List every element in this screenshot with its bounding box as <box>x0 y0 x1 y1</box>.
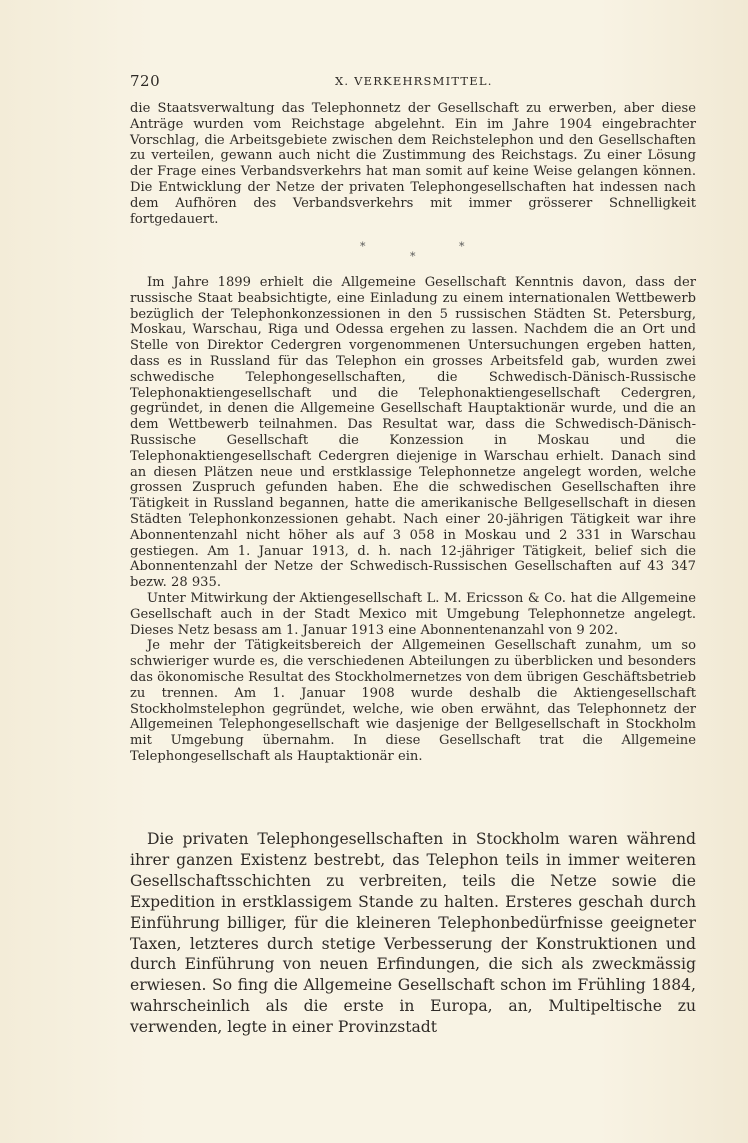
running-head: X. VERKEHRSMITTEL. <box>335 74 493 88</box>
paragraph: die Staatsverwaltung das Telephonnetz der Gesellschaft zu erwerben, aber diese Anträge wurden vom Reichstage abgelehnt. Ein im Jahre 1904 eingebrachter Vorschlag, die Arbeitsgebiete zwischen dem Reichstelephon und den Gesellschaften zu verteilen, gewann auch nicht die Zustimmung des Reichstags. Zu einer Lösung der Frage eines Verbandsverkehrs hat man somit auf keine Weise gelangen können. Die Entwicklung der Netze der privaten Telephongesellschaften hat indessen nach dem Aufhören des Verbandsverkehrs mit immer grösserer Schnelligkeit fortgedauert. <box>130 101 696 227</box>
paragraph: Die privaten Telephongesellschaften in Stockholm waren während ihrer ganzen Existenz bestrebt, das Telephon teils in immer weiteren Gesellschaftsschichten zu verbreiten, teils die Netze sowie die Expedition in erstklassigem Stande zu halten. Ersteres geschah durch Einführung billiger, für die kleineren Telephonbedürfnisse geeigneter Taxen, letzteres durch stetige Verbesserung der Konstruktionen und durch Einführung von neuen Erfindungen, die sich als zweckmässig erwiesen. So fing die Allgemeine Gesellschaft schon im Frühling 1884, wahrscheinlich als die erste in Europa, an, Multipeltische zu verwenden, legte in einer Provinzstadt <box>130 830 696 1037</box>
page-number: 720 <box>130 72 161 90</box>
paragraph-block-1 <box>130 101 696 227</box>
page-header <box>130 72 696 96</box>
paragraph-block-2 <box>130 275 696 765</box>
section-separator <box>130 240 696 266</box>
paragraph: Im Jahre 1899 erhielt die Allgemeine Gesellschaft Kenntnis davon, dass der russische Staat beabsichtigte, eine Einladung zu einem internationalen Wettbewerb bezüglich der Telephonkonzessionen in den 5 russischen Städten St. Petersburg, Moskau, Warschau, Riga und Odessa ergehen zu lassen. Nachdem die an Ort und Stelle von Direktor Cedergren vorgenommenen Untersuchungen ergeben hatten, dass es in Russland für das Telephon ein grosses Arbeitsfeld gab, wurden zwei schwedische Telephongesellschaften, die Schwedisch-Dänisch-Russische Telephonaktiengesellschaft und die Telephonaktiengesellschaft Cedergren, gegründet, in denen die Allgemeine Gesellschaft Hauptaktionär wurde, und die an dem Wettbewerb teilnahmen. Das Resultat war, dass die Schwedisch-Dänisch-Russische Gesellschaft die Konzession in Moskau und die Telephonaktiengesellschaft Cedergren diejenige in Warschau erhielt. Danach sind an diesen Plätzen neue und erstklassige Telephonnetze angelegt worden, welche grossen Zuspruch gefunden haben. Ehe die schwedischen Gesellschaften ihre Tätigkeit in Russland begannen, hatte die amerikanische Bellgesellschaft in diesen Städten Telephonkonzessionen gehabt. Nach einer 20-jährigen Tätigkeit war ihre Abonnentenzahl nicht höher als auf 3 058 in Moskau und 2 331 in Warschau gestiegen. Am 1. Januar 1913, d. h. nach 12-jähriger Tätigkeit, belief sich die Abonnentenzahl der Netze der Schwedisch-Russischen Gesellschaften auf 43 347 bezw. 28 935. <box>130 275 696 591</box>
separator-star: * <box>410 250 416 263</box>
paragraph-block-3 <box>130 829 696 1038</box>
paragraph: Je mehr der Tätigkeitsbereich der Allgemeinen Gesellschaft zunahm, um so schwieriger wurde es, die verschiedenen Abteilungen zu überblicken und besonders das ökonomische Resultat des Stockholmernetzes von dem übrigen Geschäftsbetrieb zu trennen. Am 1. Januar 1908 wurde deshalb die Aktiengesellschaft Stockholmstelephon gegründet, welche, wie oben erwähnt, das Telephonnetz der Allgemeinen Telephongesellschaft wie dasjenige der Bellgesellschaft in Stockholm mit Umgebung übernahm. In diese Gesellschaft trat die Allgemeine Telephongesellschaft als Hauptaktionär ein. <box>130 638 696 764</box>
separator-star: * <box>459 240 465 253</box>
separator-star: * <box>360 240 366 253</box>
paragraph: Unter Mitwirkung der Aktiengesellschaft L. M. Ericsson & Co. hat die Allgemeine Gesellschaft auch in der Stadt Mexico mit Umgebung Telephonnetze angelegt. Dieses Netz besass am 1. Januar 1913 eine Abonnentenanzahl von 9 202. <box>130 590 696 638</box>
